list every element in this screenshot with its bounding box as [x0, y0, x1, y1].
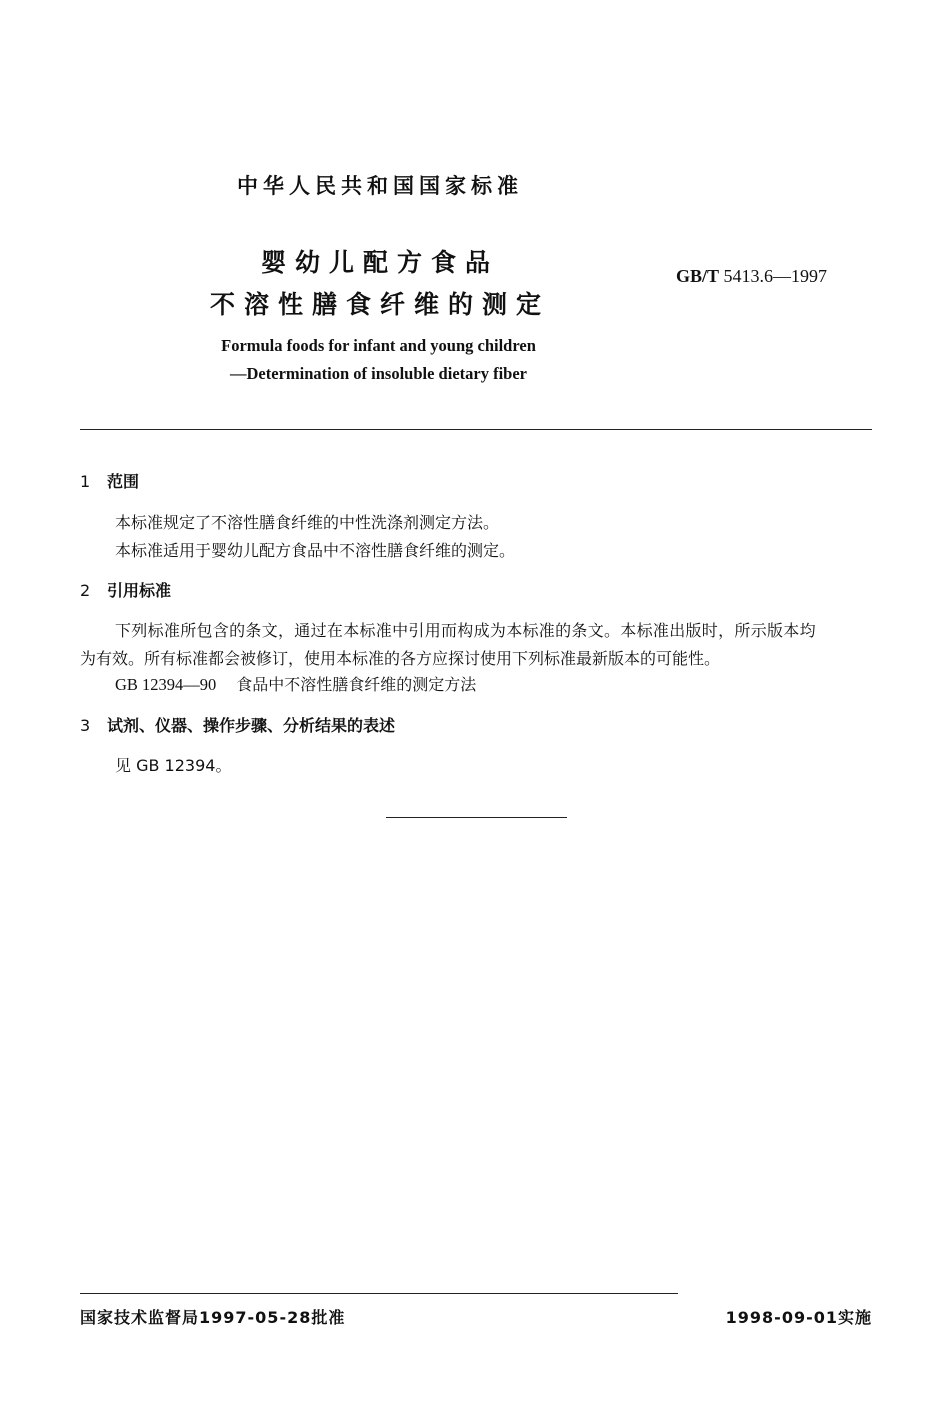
standard-code-prefix: GB/T	[676, 266, 720, 286]
approval-date: 国家技术监督局1997-05-28批准	[80, 1308, 346, 1327]
section-3-heading	[80, 713, 395, 736]
standard-number	[676, 266, 827, 287]
title-cn-line-1: 婴幼儿配方食品	[260, 248, 499, 277]
title-en-line-1: Formula foods for infant and young children	[221, 336, 536, 355]
section-2-paragraph-1: 下列标准所包含的条文，通过在本标准中引用而构成为本标准的条文。本标准出版时，所示版本均	[115, 621, 816, 640]
section-number: 3	[80, 716, 91, 735]
section-number: 1	[80, 472, 91, 491]
reference-name: 食品中不溶性膳食纤维的测定方法	[236, 675, 477, 694]
section-2-heading	[80, 578, 171, 601]
section-1-heading	[80, 469, 139, 492]
section-1-paragraph-1: 本标准规定了不溶性膳食纤维的中性洗涤剂测定方法。	[115, 513, 500, 532]
section-3-paragraph-1: 见 GB 12394。	[115, 756, 232, 775]
section-1-paragraph-2: 本标准适用于婴幼儿配方食品中不溶性膳食纤维的测定。	[115, 541, 516, 560]
national-standard-header: 中华人民共和国国家标准	[237, 174, 523, 198]
footer-divider	[80, 1293, 678, 1294]
implementation-date: 1998-09-01实施	[725, 1308, 872, 1327]
end-of-text-rule	[386, 817, 567, 818]
section-2-paragraph-2: 为有效。所有标准都会被修订，使用本标准的各方应探讨使用下列标准最新版本的可能性。	[80, 649, 721, 668]
section-title: 引用标准	[107, 581, 172, 600]
standard-code-number: 5413.6—1997	[723, 266, 828, 286]
title-cn-line-2: 不溶性膳食纤维的测定	[209, 290, 550, 319]
section-title: 范围	[107, 472, 140, 491]
reference-code: GB 12394—90	[115, 675, 217, 694]
section-title: 试剂、仪器、操作步骤、分析结果的表述	[107, 716, 396, 735]
title-en-line-2: —Determination of insoluble dietary fiber	[230, 364, 527, 383]
section-number: 2	[80, 581, 91, 600]
header-divider	[80, 429, 872, 430]
reference-standard	[115, 672, 476, 695]
